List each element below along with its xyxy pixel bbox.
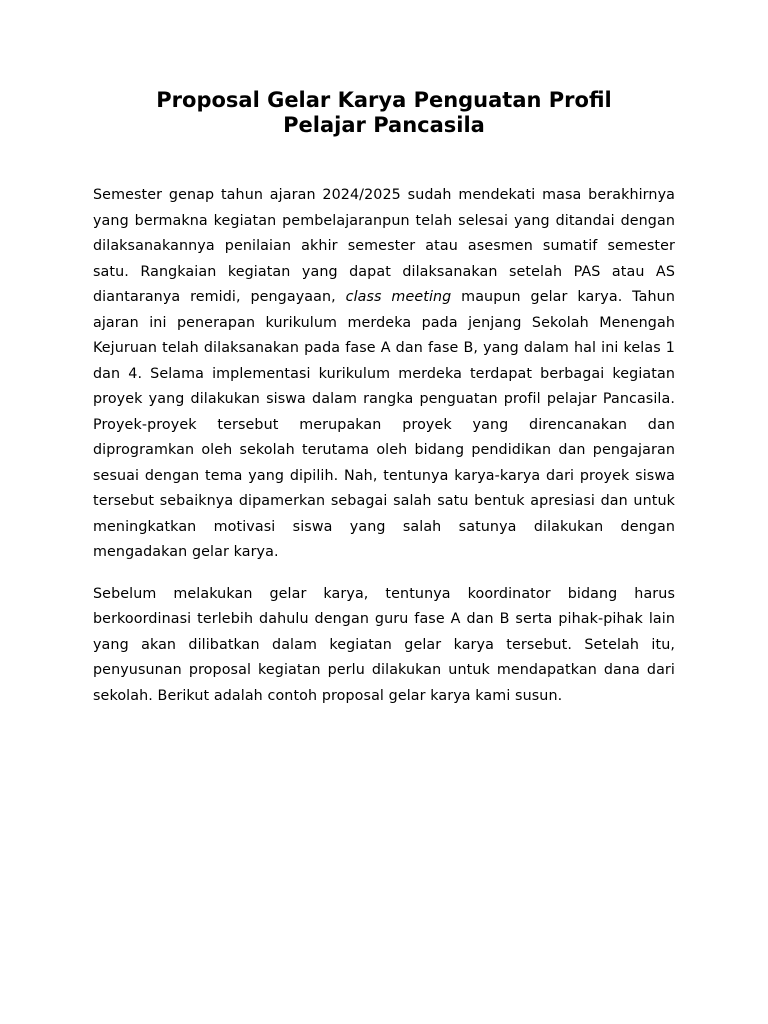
paragraph-2: Sebelum melakukan gelar karya, tentunya koordinator bidang harus berkoordinasi terlebih dahulu dengan guru fase A dan B serta pihak-pihak lain yang akan dilibatkan dalam kegiatan gelar karya tersebut. Setelah itu, penyusunan proposal kegiatan perlu dilakukan untuk mendapatkan dana dari sekolah. Berikut adalah contoh proposal gelar karya kami susun. (93, 585, 675, 704)
paragraph-1 (93, 183, 675, 566)
document-body (93, 183, 675, 725)
paragraph-1-text-a: Semester genap tahun ajaran 2024/2025 sudah mendekati masa berakhirnya yang bermakna kegiatan pembelajaranpun telah selesai yang ditandai dengan dilaksanakannya penilaian akhir semester atau asesmen sumatif semester satu. Rangkaian kegiatan yang dapat dilaksanakan setelah PAS atau AS diantaranya remidi, pengayaan, (93, 187, 675, 305)
title-line-2: Pelajar Pancasila (283, 113, 485, 137)
paragraph-1-italic: class meeting (345, 289, 452, 305)
paragraph-1-text-b: maupun gelar karya. Tahun ajaran ini penerapan kurikulum merdeka pada jenjang Sekolah Menengah Kejuruan telah dilaksanakan pada fase A dan fase B, yang dalam hal ini kelas 1 dan 4. Selama implementasi kurikulum merdeka terdapat berbagai kegiatan proyek yang dilakukan siswa dalam rangka penguatan profil pelajar Pancasila. Proyek-proyek tersebut merupakan proyek yang direncanakan dan diprogramkan oleh sekolah terutama oleh bidang pendidikan dan pengajaran sesuai dengan tema yang dipilih. Nah, tentunya karya-karya dari proyek siswa tersebut sebaiknya dipamerkan sebagai salah satu bentuk apresiasi dan untuk meningkatkan motivasi siswa yang salah satunya dilakukan dengan mengadakan gelar karya. (93, 289, 675, 560)
document-title (93, 88, 675, 138)
title-line-1: Proposal Gelar Karya Penguatan Profil (156, 88, 612, 112)
